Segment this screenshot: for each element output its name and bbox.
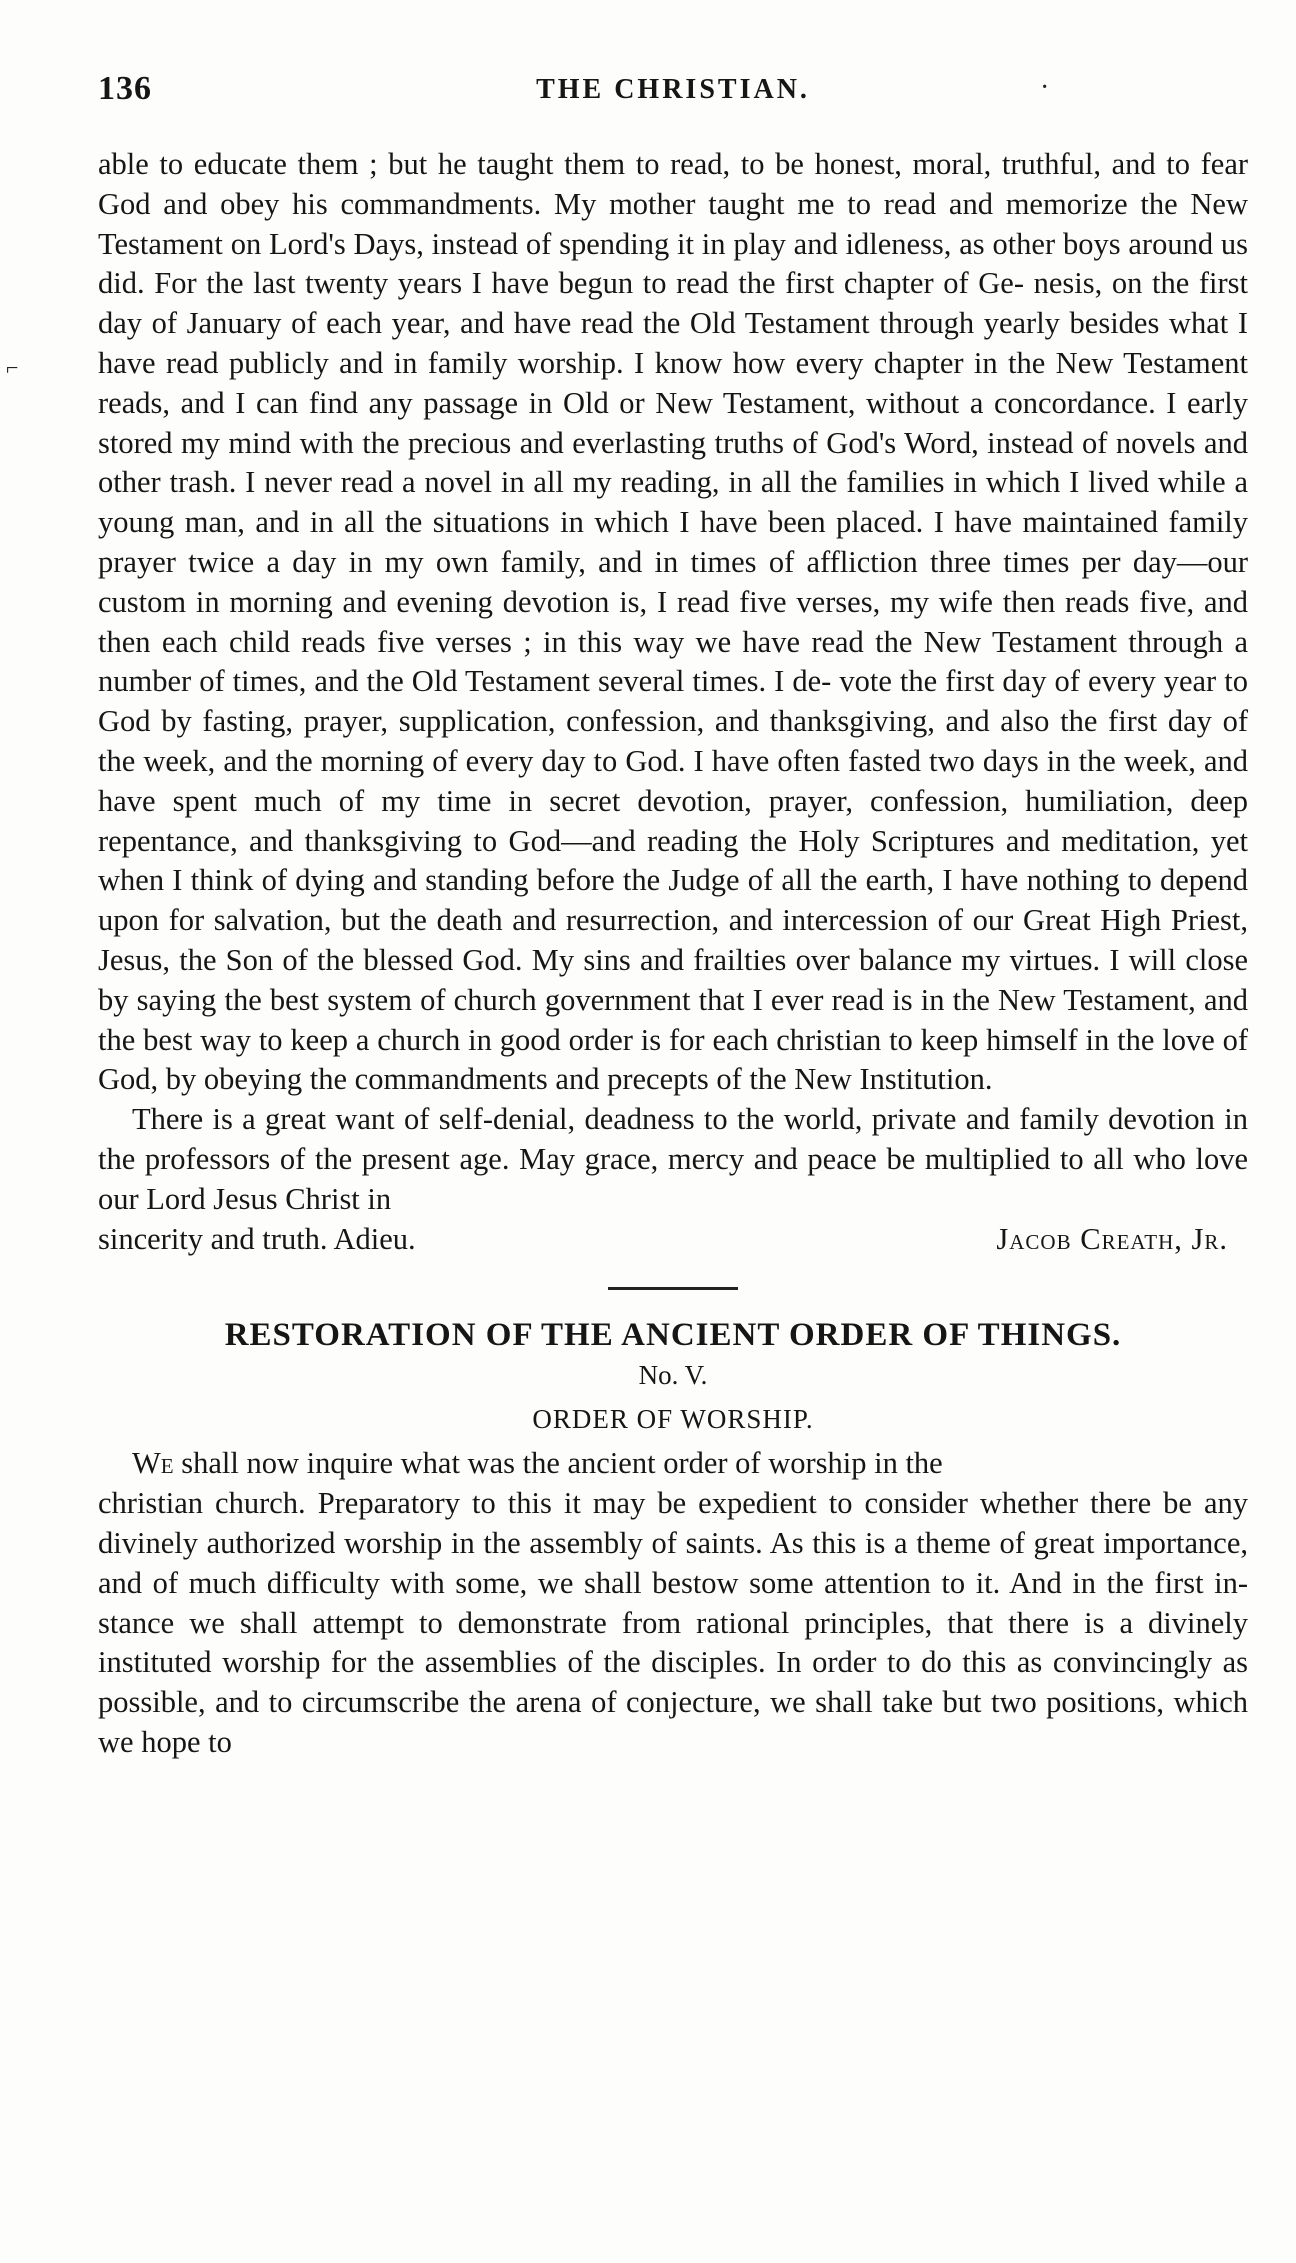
text-line: of church government that I ever read is in the New Testament, and the xyxy=(98,982,1249,1057)
text-line: mercy and peace be multiplied to all who love our Lord Jesus Christ in xyxy=(98,1141,1249,1216)
page-body xyxy=(98,145,1248,1763)
text-line: able to educate them ; but he taught them to read, to be honest, moral, xyxy=(98,147,992,181)
article-first-line xyxy=(98,1444,1248,1484)
text-line: reads, and I can find any passage in Old or New Testament, without a xyxy=(98,385,984,420)
section-title: ORDER OF WORSHIP. xyxy=(532,1404,814,1435)
text-line: concordance. I early stored my mind with the precious and everlasting xyxy=(98,385,1248,460)
text-line: stance we shall attempt to demonstrate from rational principles, that xyxy=(98,1605,994,1640)
text-line: morning of every day to God. I have often fasted two days in the week, xyxy=(320,743,1196,778)
letter-text xyxy=(98,145,1248,1100)
text-line: Great High Priest, Jesus, the Son of the blessed God. My sins and xyxy=(98,903,1248,977)
article-text xyxy=(98,1484,1248,1763)
author-signature: Jacob Creath, Jr. xyxy=(996,1221,1228,1256)
text-line: novel in all my reading, in all the families in which I lived while a young xyxy=(98,465,1248,540)
text-line: truthful, and to fear God and obey his commandments. My mother xyxy=(98,147,1249,221)
article-number: No. V. xyxy=(638,1360,708,1391)
text-line: maintained family prayer twice a day in my own family, and in times xyxy=(98,505,1249,579)
text-line: saints. As this is a theme of great importance, and of much difficulty xyxy=(98,1525,1249,1600)
text-line: instead of spending it in play and idleness, as other boys around us did. xyxy=(98,226,1249,301)
text-line: child reads five verses ; in this way we have read the New Testament xyxy=(229,624,1117,659)
text-line: and family devotion in the professors of the present age. May grace, xyxy=(98,1102,1248,1176)
section-divider xyxy=(608,1287,738,1290)
letter-paragraph xyxy=(98,145,1248,1100)
text-line: and have spent much of my time in secret devotion, prayer, confession, xyxy=(98,743,1248,818)
text-line: For the last twenty years I have begun to read the first chapter of Ge- xyxy=(154,266,1024,301)
page-number: 136 xyxy=(98,70,152,107)
text-line: truths of God's Word, instead of novels and other trash. I never read a xyxy=(98,425,1248,500)
text-line: vote the first day of every year to God by fasting, prayer, supplication, xyxy=(98,664,1248,739)
margin-tick-mark: ⌐ xyxy=(6,355,19,380)
text-line: through a number of times, and the Old Testament several times. I de- xyxy=(98,624,1248,699)
text-line: there is a divinely instituted worship for the assemblies of the disciples. xyxy=(98,1605,1249,1680)
article-title: RESTORATION OF THE ANCIENT ORDER OF THINGS. xyxy=(224,1317,1122,1354)
closing-text xyxy=(98,1100,1248,1219)
closing-paragraph xyxy=(98,1100,1248,1219)
text-line: the Holy Scriptures and meditation, yet when I think of dying and xyxy=(98,823,1249,898)
text-line: man, and in all the situations in which I have been placed. I have xyxy=(184,505,1012,540)
text-line: humiliation, deep repentance, and thanksgiving to God—and reading xyxy=(98,783,1248,858)
letter-last-line: sincerity and truth. Adieu. xyxy=(98,1221,416,1256)
text-line: confession, and thanksgiving, and also the first day of the week, and the xyxy=(98,704,1249,778)
text-line: nesis, on the first day of January of each year, and have read the Old xyxy=(98,266,1248,341)
text-line: There is a great want of self-denial, deadness to the world, private xyxy=(132,1102,957,1137)
text-line: whether there be any divinely authorized worship in the assembly of xyxy=(98,1486,1248,1560)
text-line: himself in the love of God, by obeying the commandments and precepts xyxy=(98,1022,1249,1097)
text-line: frailties over balance my virtues. I will close by saying the best system xyxy=(98,942,1248,1017)
signature-line xyxy=(98,1220,1248,1260)
text-line: family worship. I know how every chapter in the New Testament xyxy=(427,345,1248,380)
page-header xyxy=(98,70,1248,120)
article-first-line-rest: shall now inquire what was the ancient order of worship in the xyxy=(173,1446,943,1481)
article-first-word: We xyxy=(132,1446,174,1481)
stray-dot-mark: · xyxy=(1040,72,1050,103)
text-line: standing before the Judge of all the earth, I have nothing to depend upon xyxy=(98,863,1249,938)
text-line: christian church. Preparatory to this it may be expedient to consider xyxy=(98,1486,968,1521)
text-line: of the New Institution. xyxy=(716,1062,993,1097)
text-line: Testament through yearly besides what I have read publicly and in xyxy=(98,306,1248,380)
text-line: of affliction three times per day—our custom in morning and evening xyxy=(98,544,1249,619)
text-line: for salvation, but the death and resurrection, and intercession of our xyxy=(168,903,1014,938)
text-line: devotion is, I read five verses, my wife then reads five, and then each xyxy=(98,584,1248,659)
article-paragraph xyxy=(98,1444,1248,1762)
text-line: In order to do this as convincingly as possible, and to circumscribe the xyxy=(98,1645,1249,1720)
running-head: THE CHRISTIAN. xyxy=(536,74,810,105)
text-line: taught me to read and memorize the New Testament on Lord's Days, xyxy=(98,186,1248,261)
text-line: with some, we shall bestow some attention to it. And in the first in- xyxy=(390,1565,1249,1600)
text-line: arena of conjecture, we shall take but two positions, which we hope to xyxy=(98,1685,1248,1759)
text-line: best way to keep a church in good order is for each christian to keep xyxy=(143,1022,979,1057)
